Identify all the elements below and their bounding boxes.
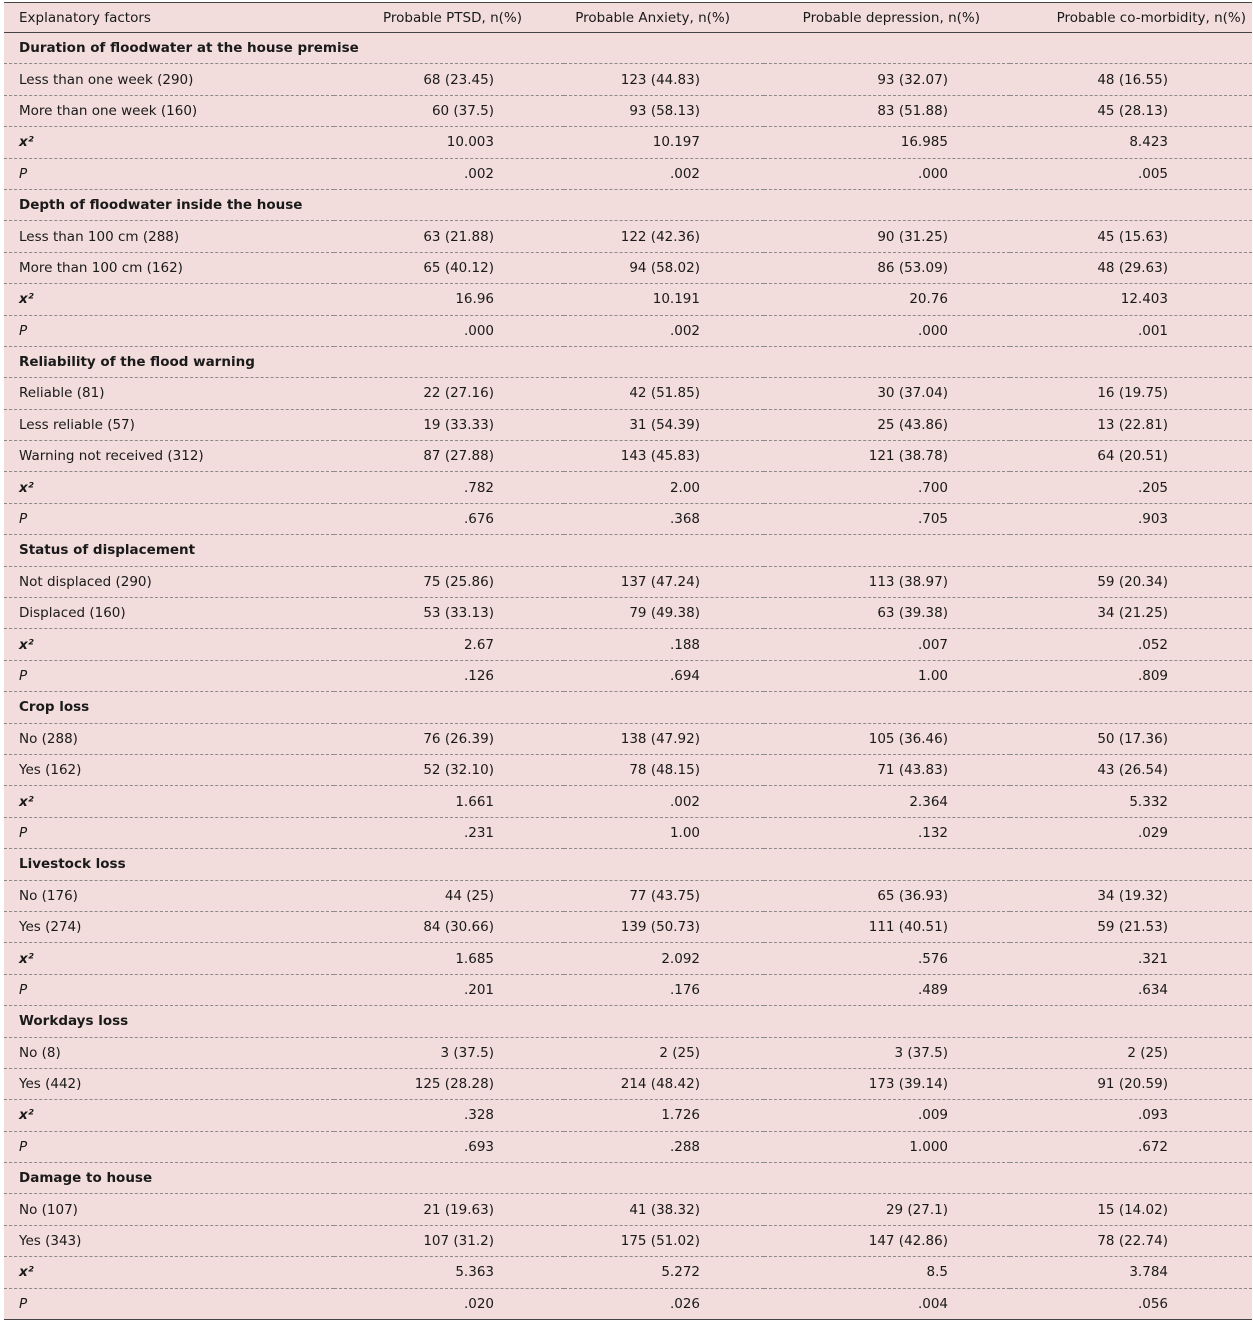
row-value: 59 (20.34) (1010, 566, 1252, 597)
row-value: 13 (22.81) (1010, 409, 1252, 440)
header-depression: Probable depression, n(%) (764, 3, 1010, 33)
row-value: 15 (14.02) (1010, 1194, 1252, 1225)
row-value: 79 (49.38) (564, 598, 764, 629)
table-row (4, 64, 1252, 95)
p-value: .132 (764, 817, 1010, 848)
row-label: More than one week (160) (4, 95, 334, 126)
row-value: 214 (48.42) (564, 1068, 764, 1099)
p-value: .288 (564, 1131, 764, 1162)
row-label: Less than one week (290) (4, 64, 334, 95)
row-label: More than 100 cm (162) (4, 252, 334, 283)
row-value: 48 (16.55) (1010, 64, 1252, 95)
row-value: 43 (26.54) (1010, 754, 1252, 785)
row-label: Yes (442) (4, 1068, 334, 1099)
table-row (4, 409, 1252, 440)
chi-square-value: 10.003 (334, 127, 564, 158)
section-title: Duration of floodwater at the house premise (4, 33, 1252, 64)
p-value: 1.000 (764, 1131, 1010, 1162)
chi-square-value: 1.726 (564, 1100, 764, 1131)
p-value: .676 (334, 503, 564, 534)
row-value: 31 (54.39) (564, 409, 764, 440)
p-value-label: P (4, 974, 334, 1005)
row-value: 111 (40.51) (764, 911, 1010, 942)
section-title: Workdays loss (4, 1006, 1252, 1037)
row-value: 175 (51.02) (564, 1225, 764, 1256)
row-label: Yes (343) (4, 1225, 334, 1256)
section-title: Livestock loss (4, 849, 1252, 880)
p-value: .020 (334, 1288, 564, 1319)
row-value: 63 (21.88) (334, 221, 564, 252)
p-value-row (4, 503, 1252, 534)
section-header-row (4, 692, 1252, 723)
table-row (4, 880, 1252, 911)
p-value: .001 (1010, 315, 1252, 346)
chi-square-value: .007 (764, 629, 1010, 660)
table-row (4, 252, 1252, 283)
header-explanatory-factors: Explanatory factors (4, 3, 334, 33)
row-value: 75 (25.86) (334, 566, 564, 597)
row-label: Less reliable (57) (4, 409, 334, 440)
row-value: 77 (43.75) (564, 880, 764, 911)
chi-square-row (4, 943, 1252, 974)
p-value-row (4, 974, 1252, 1005)
row-value: 59 (21.53) (1010, 911, 1252, 942)
p-value-row (4, 1288, 1252, 1319)
row-value: 86 (53.09) (764, 252, 1010, 283)
section-title: Reliability of the flood warning (4, 346, 1252, 377)
chi-square-value: .052 (1010, 629, 1252, 660)
row-label: Less than 100 cm (288) (4, 221, 334, 252)
row-value: 121 (38.78) (764, 441, 1010, 472)
row-label: Displaced (160) (4, 598, 334, 629)
chi-square-value: 5.332 (1010, 786, 1252, 817)
p-value-row (4, 660, 1252, 691)
p-value: .368 (564, 503, 764, 534)
row-value: 71 (43.83) (764, 754, 1010, 785)
p-value: 1.00 (564, 817, 764, 848)
row-value: 21 (19.63) (334, 1194, 564, 1225)
row-value: 2 (25) (1010, 1037, 1252, 1068)
chi-square-label: x² (4, 127, 334, 158)
row-value: 19 (33.33) (334, 409, 564, 440)
row-value: 139 (50.73) (564, 911, 764, 942)
row-value: 78 (48.15) (564, 754, 764, 785)
chi-square-value: 20.76 (764, 284, 1010, 315)
section-header-row (4, 849, 1252, 880)
results-table-panel (4, 2, 1252, 1319)
row-label: Yes (162) (4, 754, 334, 785)
chi-square-row (4, 472, 1252, 503)
header-ptsd: Probable PTSD, n(%) (334, 3, 564, 33)
chi-square-label: x² (4, 1100, 334, 1131)
row-value: 87 (27.88) (334, 441, 564, 472)
table-header-row (4, 3, 1252, 33)
row-value: 94 (58.02) (564, 252, 764, 283)
header-comorbidity: Probable co-morbidity, n(%) (1010, 3, 1252, 33)
chi-square-value: 2.364 (764, 786, 1010, 817)
row-value: 93 (32.07) (764, 64, 1010, 95)
row-value: 84 (30.66) (334, 911, 564, 942)
p-value: .029 (1010, 817, 1252, 848)
p-value: .000 (764, 158, 1010, 189)
row-value: 22 (27.16) (334, 378, 564, 409)
chi-square-value: .700 (764, 472, 1010, 503)
chi-square-row (4, 786, 1252, 817)
chi-square-value: 1.661 (334, 786, 564, 817)
row-value: 93 (58.13) (564, 95, 764, 126)
row-value: 83 (51.88) (764, 95, 1010, 126)
chi-square-label: x² (4, 943, 334, 974)
p-value-label: P (4, 1288, 334, 1319)
section-header-row (4, 346, 1252, 377)
chi-square-row (4, 1100, 1252, 1131)
p-value: .002 (564, 158, 764, 189)
chi-square-value: 2.00 (564, 472, 764, 503)
row-value: 125 (28.28) (334, 1068, 564, 1099)
row-value: 52 (32.10) (334, 754, 564, 785)
row-value: 2 (25) (564, 1037, 764, 1068)
row-value: 29 (27.1) (764, 1194, 1010, 1225)
row-label: No (288) (4, 723, 334, 754)
p-value-row (4, 1131, 1252, 1162)
row-value: 107 (31.2) (334, 1225, 564, 1256)
section-title: Status of displacement (4, 535, 1252, 566)
row-value: 53 (33.13) (334, 598, 564, 629)
chi-square-value: 16.96 (334, 284, 564, 315)
table-row (4, 1194, 1252, 1225)
p-value-label: P (4, 158, 334, 189)
chi-square-label: x² (4, 629, 334, 660)
table-row (4, 754, 1252, 785)
table-row (4, 1225, 1252, 1256)
row-label: No (176) (4, 880, 334, 911)
chi-square-value: .002 (564, 786, 764, 817)
chi-square-value: .328 (334, 1100, 564, 1131)
section-title: Damage to house (4, 1163, 1252, 1194)
row-value: 90 (31.25) (764, 221, 1010, 252)
chi-square-value: 8.5 (764, 1257, 1010, 1288)
p-value: .056 (1010, 1288, 1252, 1319)
table-row (4, 911, 1252, 942)
p-value-label: P (4, 817, 334, 848)
row-value: 173 (39.14) (764, 1068, 1010, 1099)
p-value: .176 (564, 974, 764, 1005)
row-value: 137 (47.24) (564, 566, 764, 597)
row-value: 122 (42.36) (564, 221, 764, 252)
p-value: .489 (764, 974, 1010, 1005)
p-value: .000 (334, 315, 564, 346)
row-value: 123 (44.83) (564, 64, 764, 95)
row-value: 105 (36.46) (764, 723, 1010, 754)
p-value-label: P (4, 315, 334, 346)
p-value: .004 (764, 1288, 1010, 1319)
chi-square-value: .188 (564, 629, 764, 660)
chi-square-label: x² (4, 472, 334, 503)
row-value: 113 (38.97) (764, 566, 1010, 597)
chi-square-value: .205 (1010, 472, 1252, 503)
p-value: .705 (764, 503, 1010, 534)
p-value-row (4, 817, 1252, 848)
p-value-row (4, 158, 1252, 189)
row-value: 60 (37.5) (334, 95, 564, 126)
row-value: 45 (15.63) (1010, 221, 1252, 252)
row-value: 76 (26.39) (334, 723, 564, 754)
chi-square-label: x² (4, 1257, 334, 1288)
chi-square-row (4, 284, 1252, 315)
row-value: 25 (43.86) (764, 409, 1010, 440)
p-value-label: P (4, 1131, 334, 1162)
table-row (4, 378, 1252, 409)
row-value: 138 (47.92) (564, 723, 764, 754)
row-value: 143 (45.83) (564, 441, 764, 472)
row-value: 65 (40.12) (334, 252, 564, 283)
row-value: 68 (23.45) (334, 64, 564, 95)
p-value-row (4, 315, 1252, 346)
chi-square-row (4, 127, 1252, 158)
chi-square-value: .093 (1010, 1100, 1252, 1131)
chi-square-value: 8.423 (1010, 127, 1252, 158)
chi-square-label: x² (4, 786, 334, 817)
row-value: 30 (37.04) (764, 378, 1010, 409)
chi-square-value: 2.67 (334, 629, 564, 660)
table-row (4, 1068, 1252, 1099)
section-header-row (4, 1006, 1252, 1037)
table-row (4, 95, 1252, 126)
row-value: 41 (38.32) (564, 1194, 764, 1225)
row-label: No (8) (4, 1037, 334, 1068)
chi-square-value: .576 (764, 943, 1010, 974)
table-row (4, 566, 1252, 597)
table-body (4, 33, 1252, 1320)
chi-square-value: 10.191 (564, 284, 764, 315)
row-value: 42 (51.85) (564, 378, 764, 409)
p-value: .005 (1010, 158, 1252, 189)
p-value: .126 (334, 660, 564, 691)
chi-square-value: 5.272 (564, 1257, 764, 1288)
chi-square-value: .321 (1010, 943, 1252, 974)
chi-square-value: 12.403 (1010, 284, 1252, 315)
p-value: .000 (764, 315, 1010, 346)
results-table (4, 2, 1252, 1320)
row-value: 63 (39.38) (764, 598, 1010, 629)
section-header-row (4, 535, 1252, 566)
row-value: 45 (28.13) (1010, 95, 1252, 126)
table-row (4, 221, 1252, 252)
chi-square-value: .782 (334, 472, 564, 503)
p-value: .201 (334, 974, 564, 1005)
p-value: .809 (1010, 660, 1252, 691)
chi-square-row (4, 629, 1252, 660)
chi-square-value: 16.985 (764, 127, 1010, 158)
row-value: 44 (25) (334, 880, 564, 911)
p-value: .693 (334, 1131, 564, 1162)
table-row (4, 1037, 1252, 1068)
header-anxiety: Probable Anxiety, n(%) (564, 3, 764, 33)
row-label: Not displaced (290) (4, 566, 334, 597)
row-value: 3 (37.5) (334, 1037, 564, 1068)
section-header-row (4, 33, 1252, 64)
row-label: Warning not received (312) (4, 441, 334, 472)
row-value: 34 (19.32) (1010, 880, 1252, 911)
p-value: .026 (564, 1288, 764, 1319)
p-value: .002 (334, 158, 564, 189)
chi-square-value: .009 (764, 1100, 1010, 1131)
row-value: 147 (42.86) (764, 1225, 1010, 1256)
p-value: .002 (564, 315, 764, 346)
row-value: 48 (29.63) (1010, 252, 1252, 283)
p-value: .231 (334, 817, 564, 848)
chi-square-value: 10.197 (564, 127, 764, 158)
chi-square-value: 5.363 (334, 1257, 564, 1288)
p-value: .903 (1010, 503, 1252, 534)
row-value: 16 (19.75) (1010, 378, 1252, 409)
row-value: 78 (22.74) (1010, 1225, 1252, 1256)
row-value: 65 (36.93) (764, 880, 1010, 911)
row-value: 34 (21.25) (1010, 598, 1252, 629)
section-header-row (4, 189, 1252, 220)
section-title: Crop loss (4, 692, 1252, 723)
row-label: No (107) (4, 1194, 334, 1225)
section-title: Depth of floodwater inside the house (4, 189, 1252, 220)
section-header-row (4, 1163, 1252, 1194)
p-value: .694 (564, 660, 764, 691)
chi-square-label: x² (4, 284, 334, 315)
p-value-label: P (4, 660, 334, 691)
table-row (4, 723, 1252, 754)
table-row (4, 598, 1252, 629)
chi-square-value: 2.092 (564, 943, 764, 974)
p-value: .672 (1010, 1131, 1252, 1162)
row-label: Yes (274) (4, 911, 334, 942)
p-value: .634 (1010, 974, 1252, 1005)
row-value: 64 (20.51) (1010, 441, 1252, 472)
row-value: 91 (20.59) (1010, 1068, 1252, 1099)
table-row (4, 441, 1252, 472)
chi-square-value: 3.784 (1010, 1257, 1252, 1288)
row-value: 3 (37.5) (764, 1037, 1010, 1068)
p-value: 1.00 (764, 660, 1010, 691)
row-label: Reliable (81) (4, 378, 334, 409)
p-value-label: P (4, 503, 334, 534)
row-value: 50 (17.36) (1010, 723, 1252, 754)
chi-square-row (4, 1257, 1252, 1288)
chi-square-value: 1.685 (334, 943, 564, 974)
